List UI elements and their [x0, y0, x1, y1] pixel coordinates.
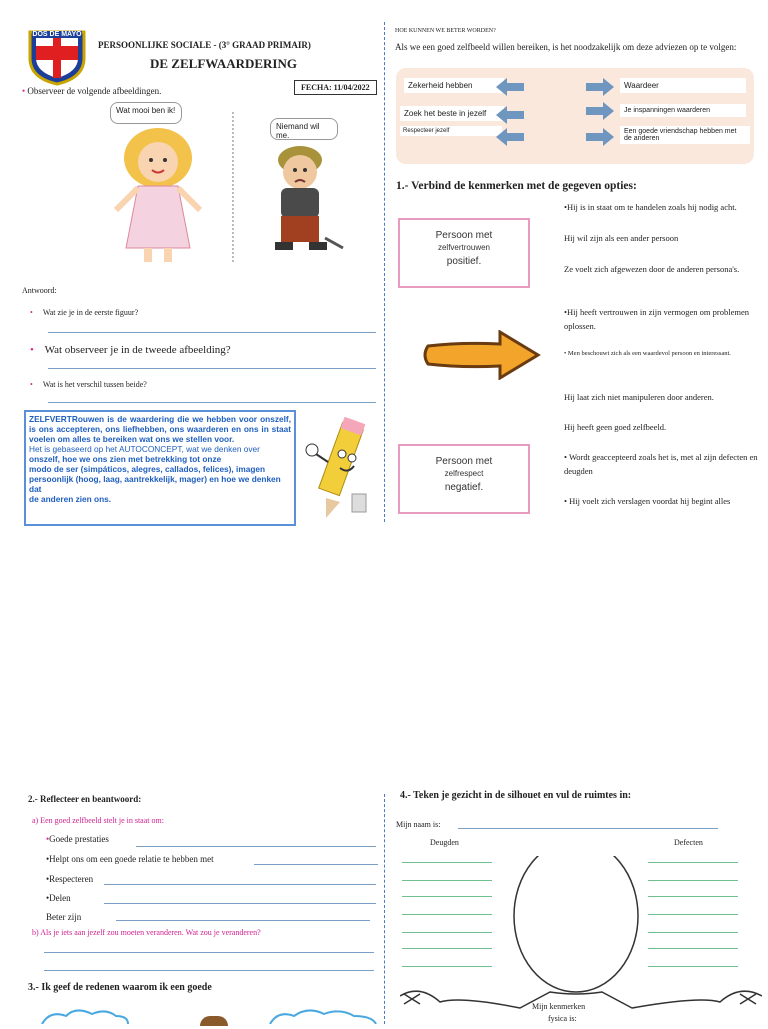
question-3 — [30, 380, 147, 389]
bullet: • — [46, 834, 50, 844]
ex2-answer-line-3[interactable] — [104, 884, 376, 885]
ex2-answer-line-4[interactable] — [104, 903, 376, 904]
ex2-item-5-text: Beter zijn — [46, 912, 82, 922]
answer-line-1[interactable] — [48, 332, 376, 333]
trait-5-text: Men beschouwt zich als een waardevol persoon en interessant. — [567, 350, 731, 357]
tip-left-2: Zoek het beste in jezelf — [400, 106, 504, 121]
question-2 — [30, 344, 231, 356]
characteristics-label: Mijn kenmerken — [532, 1002, 586, 1011]
sad-boy-image — [255, 138, 355, 253]
worksheet-page-2 — [0, 776, 768, 1024]
exercise-4-title: 4.- Teken je gezicht in de silhouet en vul de ruimtes in: — [400, 790, 632, 801]
trait-1-text: Hij is in staat om te handelen zoals hij nodig acht. — [566, 202, 737, 212]
info-text-5: persoonlijk (hoog, laag, aantrekkelijk, mager) en hoe we denken dat — [29, 474, 281, 494]
arrow-right-icon — [586, 128, 614, 146]
answer-line-3[interactable] — [48, 402, 376, 403]
exercise-1-title: 1.- Verbind de kenmerken met de gegeven opties: — [396, 180, 637, 192]
arrow-right-icon — [586, 78, 614, 96]
arrow-right-icon — [586, 102, 614, 120]
tips-panel — [396, 68, 754, 164]
ex2-item-3: •Respecteren — [46, 874, 94, 884]
ex2-answer-line-1[interactable] — [136, 846, 376, 847]
exercise-2a: a) Een goed zelfbeeld stelt je in staat om: — [32, 816, 164, 825]
tip-right-3: Een goede vriendschap hebben met de anderen — [620, 126, 750, 144]
ex2-item-5 — [46, 912, 81, 922]
trait-8[interactable]: • Wordt geaccepteerd zoals het is, met al zijn defecten en deugden — [564, 452, 758, 476]
trait-3-text: Ze voelt zich afgewezen door de anderen persona's. — [564, 264, 740, 274]
negative-box-line-1: Persoon met — [435, 456, 493, 467]
question-2-text: Wat observeer je in de tweede afbeelding? — [44, 344, 231, 356]
bullet: • — [30, 308, 33, 317]
positive-box-line-3: positief. — [446, 256, 482, 267]
cloud-shape — [40, 1006, 130, 1024]
observe-text: Observeer de volgende afbeeldingen. — [27, 86, 162, 96]
date-box: FECHA: 11/04/2022 — [294, 80, 377, 95]
trait-2[interactable] — [564, 233, 760, 243]
trait-1[interactable]: •Hij is in staat om te handelen zoals hij nodig acht. — [564, 202, 737, 212]
info-text-3: onszelf, hoe we ons zien met betrekking tot onze — [29, 454, 222, 464]
school-logo — [26, 28, 88, 86]
ex2-item-2-text: Helpt ons om een goede relatie te hebben met — [49, 854, 214, 864]
image-divider — [232, 112, 234, 262]
trait-4[interactable]: •Hij heeft vertrouwen in zijn vermogen om problemen oplossen. — [564, 307, 749, 331]
info-text-2: Het is gebaseerd op het AUTOCONCEPT, wat we denken over — [29, 444, 260, 454]
trait-2-text: Hij wil zijn als een ander persoon — [564, 233, 679, 243]
info-text-4: modo de ser (simpáticos, alegres, callados, felices), imagen — [29, 464, 266, 474]
arrow-left-icon — [496, 78, 524, 96]
negative-self-esteem-box — [398, 444, 530, 514]
school-logo-text: DOS DE MAYO — [32, 31, 82, 38]
ex2b-answer-line-2[interactable] — [44, 970, 374, 971]
trait-4-text: Hij heeft vertrouwen in zijn vermogen om problemen oplossen. — [564, 307, 749, 331]
negative-box-line-3: negatief. — [444, 482, 484, 493]
column-divider — [384, 22, 385, 522]
boy-speech-bubble: Niemand wil me. — [270, 118, 338, 140]
tip-left-1: Zekerheid hebben — [404, 78, 504, 93]
positive-box-line-2: zelfvertrouwen — [437, 243, 491, 252]
exercise-3-title: 3.- Ik geef de redenen waarom ik een goede — [28, 982, 212, 993]
virtues-label: Deugden — [430, 838, 459, 847]
ex2-answer-line-2[interactable] — [254, 864, 378, 865]
ex2-item-2: •Helpt ons om een goede relatie te hebben met — [46, 854, 214, 864]
face-silhouette[interactable] — [400, 856, 762, 1024]
self-esteem-info-box — [24, 410, 296, 526]
bullet: • — [30, 344, 34, 356]
big-orange-arrow-icon — [422, 330, 542, 380]
trait-6-text: Hij laat zich niet manipuleren door anderen. — [564, 392, 714, 402]
girl-speech-bubble: Wat mooi ben ik! — [110, 102, 182, 124]
ex2-item-4-text: Delen — [49, 893, 71, 903]
answer-line-2[interactable] — [48, 368, 376, 369]
exercise-2b: b) Als je iets aan jezelf zou moeten veranderen. Wat zou je veranderen? — [32, 928, 261, 937]
happy-girl-image — [108, 118, 208, 268]
trait-9-text: Hij voelt zich verslagen voordat hij begint alles — [569, 496, 731, 506]
column-divider — [384, 794, 385, 1024]
question-3-text: Wat is het verschil tussen beide? — [42, 380, 147, 389]
trait-8-text: Wordt geaccepteerd zoals het is, met al zijn defecten en deugden — [564, 452, 758, 476]
arrow-left-icon — [496, 106, 524, 124]
trait-3[interactable] — [564, 262, 754, 276]
info-text-6: de anderen zien ons. — [29, 494, 112, 504]
question-1-text: Wat zie je in de eerste figuur? — [42, 308, 139, 317]
trait-7[interactable] — [564, 422, 760, 432]
tips-header: HOE KUNNEN WE BETER WORDEN? — [395, 28, 496, 34]
observe-instruction — [22, 86, 161, 96]
cloud-shape — [268, 1006, 378, 1024]
subject-title: PERSOONLIJKE SOCIALE - (3° GRAAD PRIMAIR) — [98, 40, 311, 50]
exercise-2-title: 2.- Reflecteer en beantwoord: — [28, 794, 142, 804]
tip-right-2: Je inspanningen waarderen — [620, 104, 746, 117]
trait-6[interactable] — [564, 392, 760, 402]
negative-box-line-2: zelfrespect — [444, 469, 484, 478]
trait-9[interactable]: • Hij voelt zich verslagen voordat hij begint alles — [564, 496, 731, 506]
name-label: Mijn naam is: — [396, 820, 441, 829]
info-text-1: ZELFVERTRouwen is de waardering die we hebben voor onszelf, is ons accepteren, ons liefhebben, ons waarderen en ons in staat voelen om alles te bereiken wat ons we stellen voor. — [29, 414, 291, 444]
tip-right-1: Waardeer — [620, 78, 746, 93]
ex2-item-3-text: Respecteren — [49, 874, 94, 884]
tips-intro: Als we een goed zelfbeeld willen bereiken, is het noodzakelijk om deze adviezen op te volgen: — [395, 42, 737, 52]
arrow-left-icon — [496, 128, 524, 146]
answer-label: Antwoord: — [22, 286, 57, 295]
ex2-item-1-text: Goede prestaties — [49, 834, 109, 844]
positive-box-line-1: Persoon met — [435, 230, 493, 241]
ex2-answer-line-5[interactable] — [116, 920, 370, 921]
tip-left-3: Respecteer jezelf — [400, 126, 502, 136]
defects-label: Defecten — [674, 838, 703, 847]
trait-5[interactable]: • Men beschouwt zich als een waardevol persoon en interessant. — [564, 350, 731, 357]
physical-label: fysica is: — [548, 1014, 577, 1023]
ex2b-answer-line-1[interactable] — [44, 952, 374, 953]
ex2-item-4: •Delen — [46, 893, 71, 903]
pencil-mascot-image — [296, 414, 374, 522]
bullet: • — [22, 86, 26, 96]
character-head-image — [200, 1016, 228, 1026]
question-1 — [30, 308, 138, 317]
name-input-line[interactable] — [458, 828, 718, 829]
bullet: • — [30, 380, 33, 389]
positive-self-esteem-box — [398, 218, 530, 288]
trait-7-text: Hij heeft geen goed zelfbeeld. — [564, 422, 667, 432]
page-title: DE ZELFWAARDERING — [150, 56, 297, 71]
ex2-item-1 — [46, 834, 109, 844]
